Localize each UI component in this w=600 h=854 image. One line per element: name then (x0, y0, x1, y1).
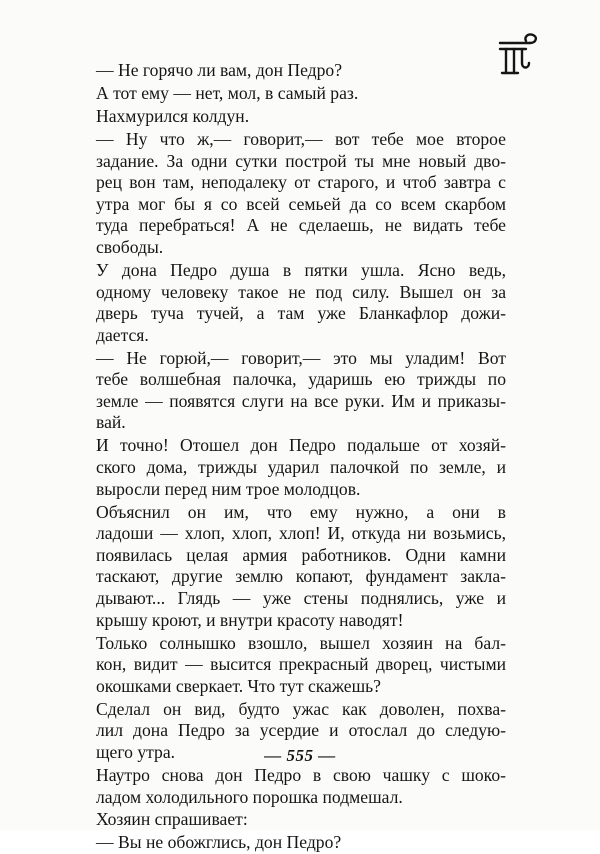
paragraph (96, 106, 506, 128)
text-line: ского дома, трижды ударил палочкой по земле, и (96, 457, 506, 478)
text-line: И точно! Отошел дон Педро подальше от хозяй- (96, 435, 506, 456)
paragraph (96, 435, 506, 500)
text-line: туда перебраться! А не сделаешь, не видать тебе (96, 215, 506, 236)
text-line: Сделал он вид, будто ужас как доволен, похва- (96, 698, 506, 719)
text-line: А тот ему — нет, мол, в самый раз. (96, 82, 359, 103)
paragraph (96, 129, 506, 259)
text-line: вай. (96, 412, 126, 433)
text-line: Нахмурился колдун. (96, 105, 250, 126)
text-line: дается. (96, 324, 149, 345)
text-line: — Не горюй,— говорит,— это мы уладим! Вот (96, 347, 506, 368)
text-line: утра мог бы я со всей семьей да со всем скарбом (96, 193, 506, 214)
text-line: дверь туча тучей, а там уже Бланкафлор дожи- (96, 303, 506, 324)
text-line: ладоши — хлоп, хлоп, хлоп! И, откуда ни возьмись, (96, 523, 506, 544)
text-line: одному человеку такое не под силу. Вышел он за (96, 281, 506, 302)
text-line: Наутро снова дон Педро в свою чашку с шоко- (96, 764, 506, 785)
paragraph (96, 809, 506, 831)
text-line: — Не горячо ли вам, дон Педро? (96, 60, 343, 80)
text-line: таскают, другие землю копают, фундамент закла- (96, 566, 506, 587)
text-line: — Ну что ж,— говорит,— вот тебе мое второе (96, 128, 506, 149)
text-line: кон, видит — высится прекрасный дворец, чистыми (96, 654, 506, 675)
page-number: — 555 — (264, 746, 336, 765)
paragraph (96, 260, 506, 346)
paragraph (96, 832, 506, 854)
text-line: — Вы не обожглись, дон Педро? (96, 832, 342, 853)
text-line: щего утра. (96, 741, 176, 762)
paragraph (96, 633, 506, 698)
paragraph (96, 83, 506, 105)
paragraph (96, 60, 506, 82)
paragraph (96, 765, 506, 808)
text-line: задание. За одни сутки построй ты мне новый дво- (96, 150, 506, 171)
text-line: окошками сверкает. Что тут скажешь? (96, 675, 381, 696)
text-line: крышу кроют, и внутри красоту наводят! (96, 609, 404, 630)
text-line: появилась целая армия работников. Одни камни (96, 544, 506, 565)
text-line: выросли перед ним трое молодцов. (96, 478, 361, 499)
text-line: Хозяин спрашивает: (96, 809, 248, 830)
text-line: ладом холодильного порошка подмешал. (96, 786, 403, 807)
text-line: дывают... Глядь — уже стены поднялись, уже и (96, 587, 506, 608)
body-text (96, 60, 506, 854)
text-line: лил дона Педро за усердие и отослал до следую- (96, 720, 506, 741)
text-line: Только солнышко взошло, вышел хозяин на бал- (96, 632, 506, 653)
text-line: свободы. (96, 236, 164, 257)
text-line: земле — появятся слуги на все руки. Им и приказы- (96, 390, 506, 411)
text-line: У дона Педро душа в пятки ушла. Ясно ведь, (96, 259, 506, 280)
text-line: тебе волшебная палочка, ударишь ею трижды по (96, 369, 506, 390)
text-line: рец вон там, неподалеку от старого, и чтоб завтра с (96, 172, 506, 193)
paragraph (96, 348, 506, 434)
paragraph (96, 502, 506, 632)
text-line: Объяснил он им, что ему нужно, а они в (96, 501, 506, 522)
